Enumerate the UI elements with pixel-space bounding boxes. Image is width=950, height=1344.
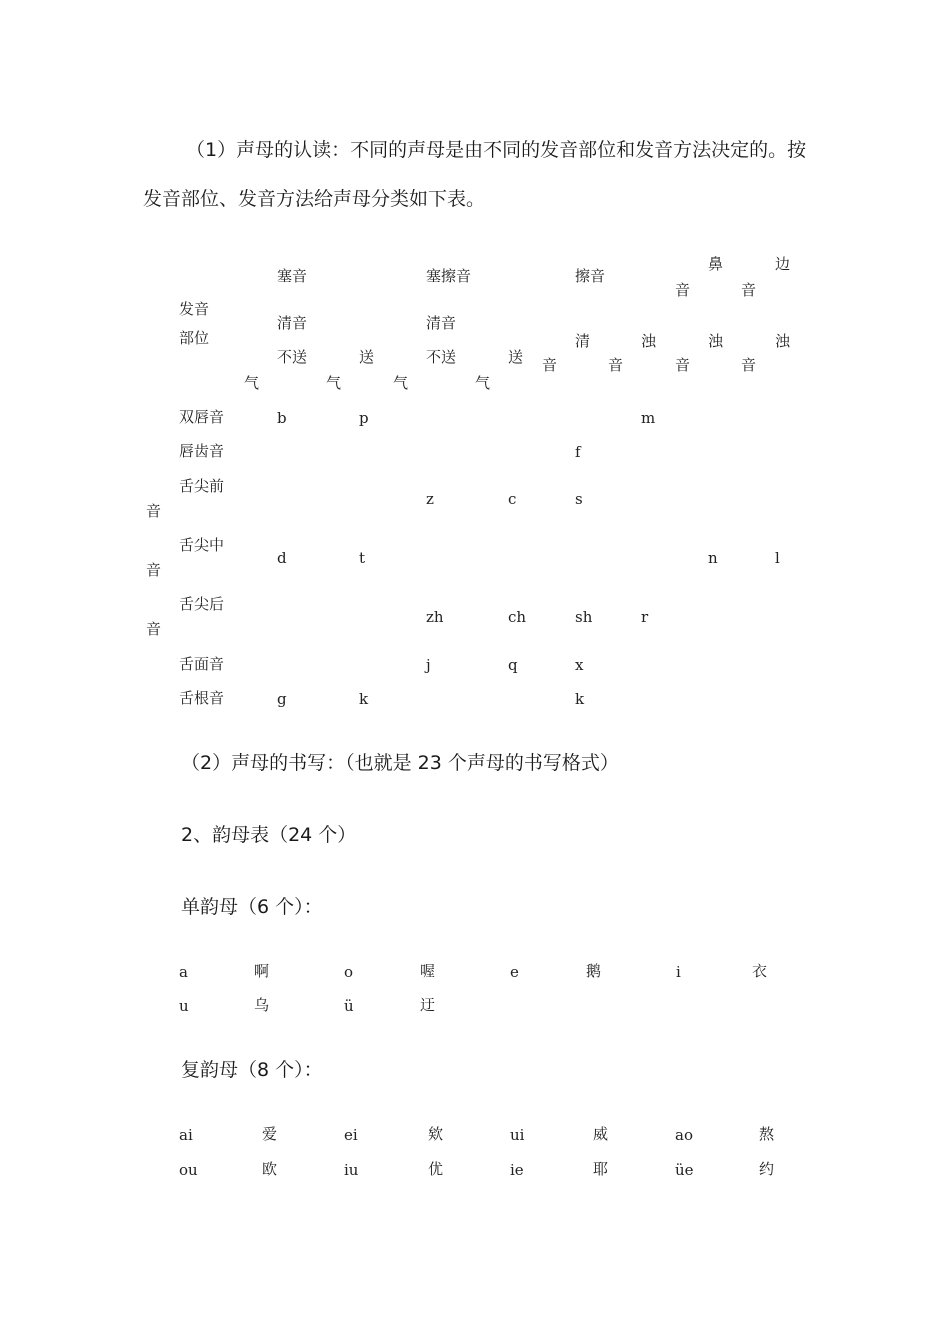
consonant-k-aspirated: k [359,690,369,708]
intro-line-1: （1）声母的认读：不同的声母是由不同的发音部位和发音方法决定的。按 [186,139,807,161]
final-hanzi: 欧 [262,1160,278,1178]
final-hanzi: 喔 [420,962,436,980]
final-hanzi: 乌 [254,996,270,1014]
row-label: 舌尖前 [179,477,225,495]
row-label: 唇齿音 [179,442,225,460]
consonant-t: t [359,549,366,567]
consonant-zh: zh [426,608,444,626]
header-nasal-voiced: 浊 [708,332,724,350]
final-pinyin: e [510,963,519,981]
consonant-r: r [641,608,649,626]
final-pinyin: iu [344,1161,359,1179]
final-hanzi: 耶 [593,1160,609,1178]
consonant-sh: sh [575,608,593,626]
final-hanzi: 爱 [262,1125,278,1143]
header-nasal-yin: 音 [675,281,691,299]
final-hanzi: 鹅 [586,962,602,980]
final-hanzi: 衣 [752,962,768,980]
header-qi-2: 气 [326,374,342,392]
consonant-q: q [508,656,518,674]
final-pinyin: ei [344,1126,358,1144]
final-hanzi: 熬 [759,1125,775,1143]
header-qi-1: 气 [244,374,260,392]
section-writing: （2）声母的书写：（也就是 23 个声母的书写格式） [181,752,619,774]
consonant-b: b [277,409,287,427]
header-fricative-voiced: 浊 [641,332,657,350]
header-yin-d: 音 [741,356,757,374]
header-qi-4: 气 [475,374,491,392]
final-pinyin: ie [510,1161,524,1179]
consonant-n: n [708,549,718,567]
header-plosive: 塞音 [277,267,308,285]
final-hanzi: 优 [428,1160,444,1178]
final-pinyin: o [344,963,354,981]
final-pinyin: a [179,963,188,981]
header-unaspirated-2: 不送 [426,348,457,366]
header-lateral-yin: 音 [741,281,757,299]
header-affricate: 塞擦音 [426,267,472,285]
header-lateral: 边 [775,255,791,273]
header-voiceless-1: 清音 [277,314,308,332]
row-label: 舌根音 [179,689,225,707]
consonant-g: g [277,690,287,708]
header-aspirated-2: 送 [508,348,524,366]
row-label: 舌面音 [179,655,225,673]
row-label-yin: 音 [146,620,162,638]
final-hanzi: 啊 [254,962,270,980]
final-hanzi: 威 [593,1125,609,1143]
consonant-ch: ch [508,608,527,626]
final-hanzi: 欸 [428,1125,444,1143]
consonant-k-fricative: k [575,690,585,708]
header-yin-c: 音 [675,356,691,374]
header-voiceless-2: 清音 [426,314,457,332]
consonant-z: z [426,490,434,508]
intro-line-2: 发音部位、发音方法给声母分类如下表。 [143,188,486,210]
final-pinyin: üe [675,1161,694,1179]
final-pinyin: i [676,963,681,981]
section-finals: 2、韵母表（24 个） [181,824,357,846]
compound-finals-heading: 复韵母（8 个）： [181,1059,323,1081]
row-label: 舌尖中 [179,536,225,554]
header-fricative: 擦音 [575,267,606,285]
consonant-c: c [508,490,517,508]
consonant-d: d [277,549,287,567]
consonant-l: l [775,549,780,567]
header-fricative-voiceless: 清 [575,332,591,350]
row-label: 舌尖后 [179,595,225,613]
header-lateral-voiced: 浊 [775,332,791,350]
header-yin-a: 音 [542,356,558,374]
header-unaspirated-1: 不送 [277,348,308,366]
final-pinyin: ou [179,1161,198,1179]
final-hanzi: 迂 [420,996,436,1014]
consonant-m: m [641,409,656,427]
header-nasal: 鼻 [708,255,724,273]
row-label-yin: 音 [146,502,162,520]
consonant-f: f [575,443,581,461]
consonant-x: x [575,656,584,674]
final-pinyin: u [179,997,189,1015]
single-finals-heading: 单韵母（6 个）： [181,896,323,918]
header-qi-3: 气 [393,374,409,392]
consonant-s: s [575,490,583,508]
final-pinyin: ui [510,1126,525,1144]
final-pinyin: ü [344,997,354,1015]
header-place-2: 部位 [179,329,210,347]
consonant-j: j [426,656,431,674]
consonant-p: p [359,409,369,427]
header-aspirated-1: 送 [359,348,375,366]
header-yin-b: 音 [608,356,624,374]
header-place-1: 发音 [179,300,210,318]
row-label-yin: 音 [146,561,162,579]
final-pinyin: ao [675,1126,693,1144]
final-pinyin: ai [179,1126,193,1144]
final-hanzi: 约 [759,1160,775,1178]
row-label: 双唇音 [179,408,225,426]
